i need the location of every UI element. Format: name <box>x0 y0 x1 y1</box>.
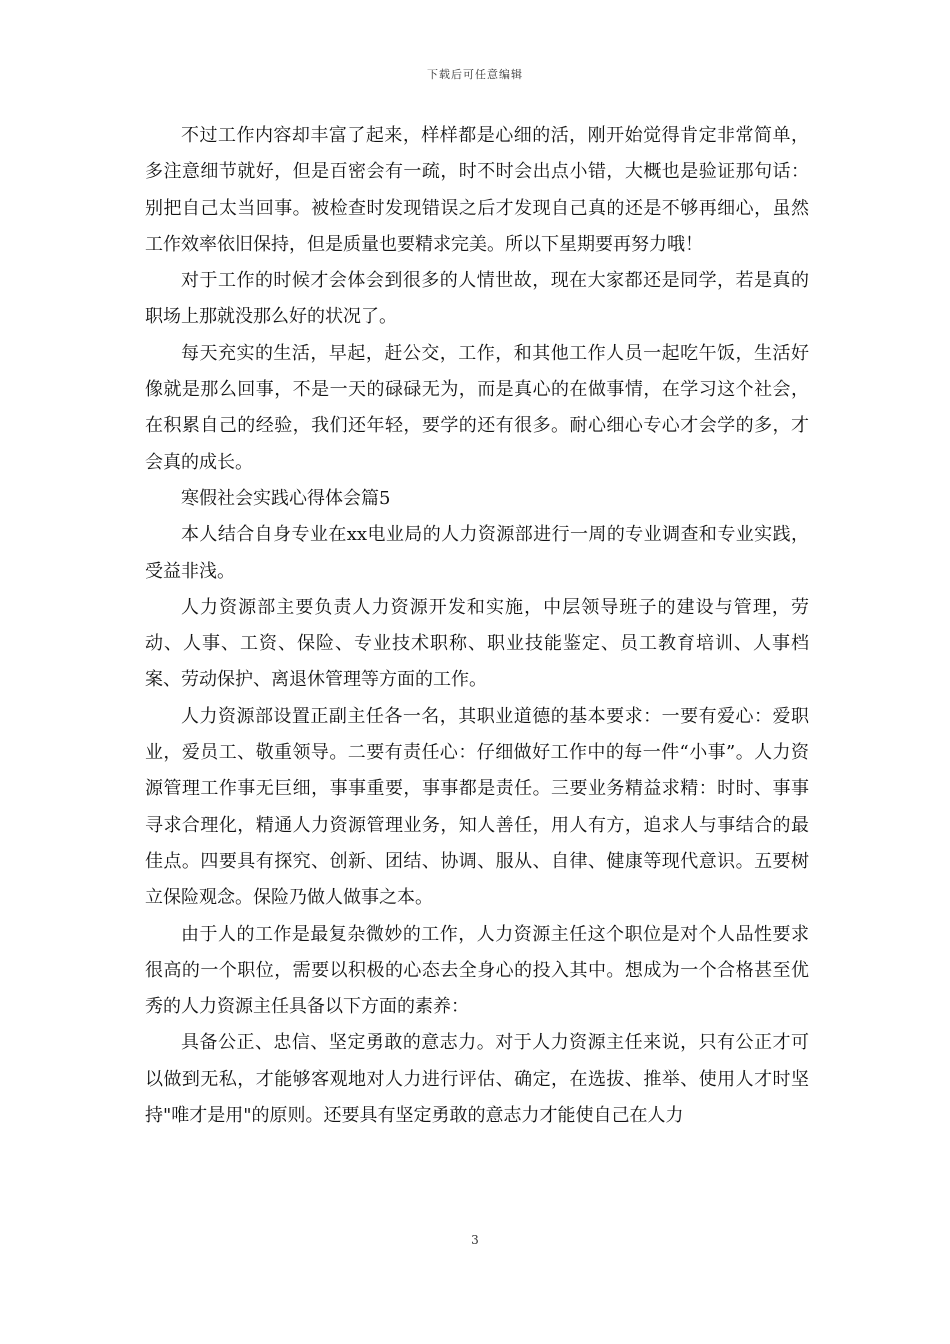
page-header: 下载后可任意编辑 <box>427 68 523 81</box>
paragraph: 不过工作内容却丰富了起来，样样都是心细的活，刚开始觉得肯定非常简单，多注意细节就好，但是百密会有一疏，时不时会出点小错，大概也是验证那句话：别把自己太当回事。被检查时发现错误之后才发现自己真的还是不够再细心，虽然工作效率依旧保持，但是质量也要精求完美。所以下星期要再努力哦！ <box>145 125 809 255</box>
paragraph: 本人结合自身专业在xx电业局的人力资源部进行一周的专业调查和专业实践，受益非浅。 <box>145 524 809 582</box>
paragraph: 人力资源部设置正副主任各一名，其职业道德的基本要求：一要有爱心：爱职业，爱员工、敬重领导。二要有责任心：仔细做好工作中的每一件“小事”。人力资源管理工作事无巨细，事事重要，事事都是责任。三要业务精益求精：时时、事事寻求合理化，精通人力资源管理业务，知人善任，用人有方，追求人与事结合的最佳点。四要具有探究、创新、团结、协调、服从、自律、健康等现代意识。五要树立保险观念。保险乃做人做事之本。 <box>145 705 809 909</box>
page-number: 3 <box>471 1233 479 1247</box>
paragraph: 具备公正、忠信、坚定勇敢的意志力。对于人力资源主任来说，只有公正才可以做到无私，才能够客观地对人力进行评估、确定，在选拔、推举、使用人才时坚持"唯才是用"的原则。还要具有坚定勇敢的意志力才能使自己在人力 <box>145 1032 809 1127</box>
paragraph: 人力资源部主要负责人力资源开发和实施，中层领导班子的建设与管理，劳动、人事、工资、保险、专业技术职称、职业技能鉴定、员工教育培训、人事档案、劳动保护、离退休管理等方面的工作。 <box>145 596 809 691</box>
paragraph: 由于人的工作是最复杂微妙的工作，人力资源主任这个职位是对个人品性要求很高的一个职位，需要以积极的心态去全身心的投入其中。想成为一个合格甚至优秀的人力资源主任具备以下方面的素养： <box>145 923 809 1018</box>
document-body <box>145 118 809 1134</box>
paragraph: 对于工作的时候才会体会到很多的人情世故，现在大家都还是同学，若是真的职场上那就没那么好的状况了。 <box>145 270 809 328</box>
section-heading: 寒假社会实践心得体会篇5 <box>181 487 391 509</box>
paragraph: 每天充实的生活，早起，赶公交，工作，和其他工作人员一起吃午饭，生活好像就是那么回事，不是一天的碌碌无为，而是真心的在做事情，在学习这个社会，在积累自己的经验，我们还年轻，要学的还有很多。耐心细心专心才会学的多，才会真的成长。 <box>145 342 809 473</box>
